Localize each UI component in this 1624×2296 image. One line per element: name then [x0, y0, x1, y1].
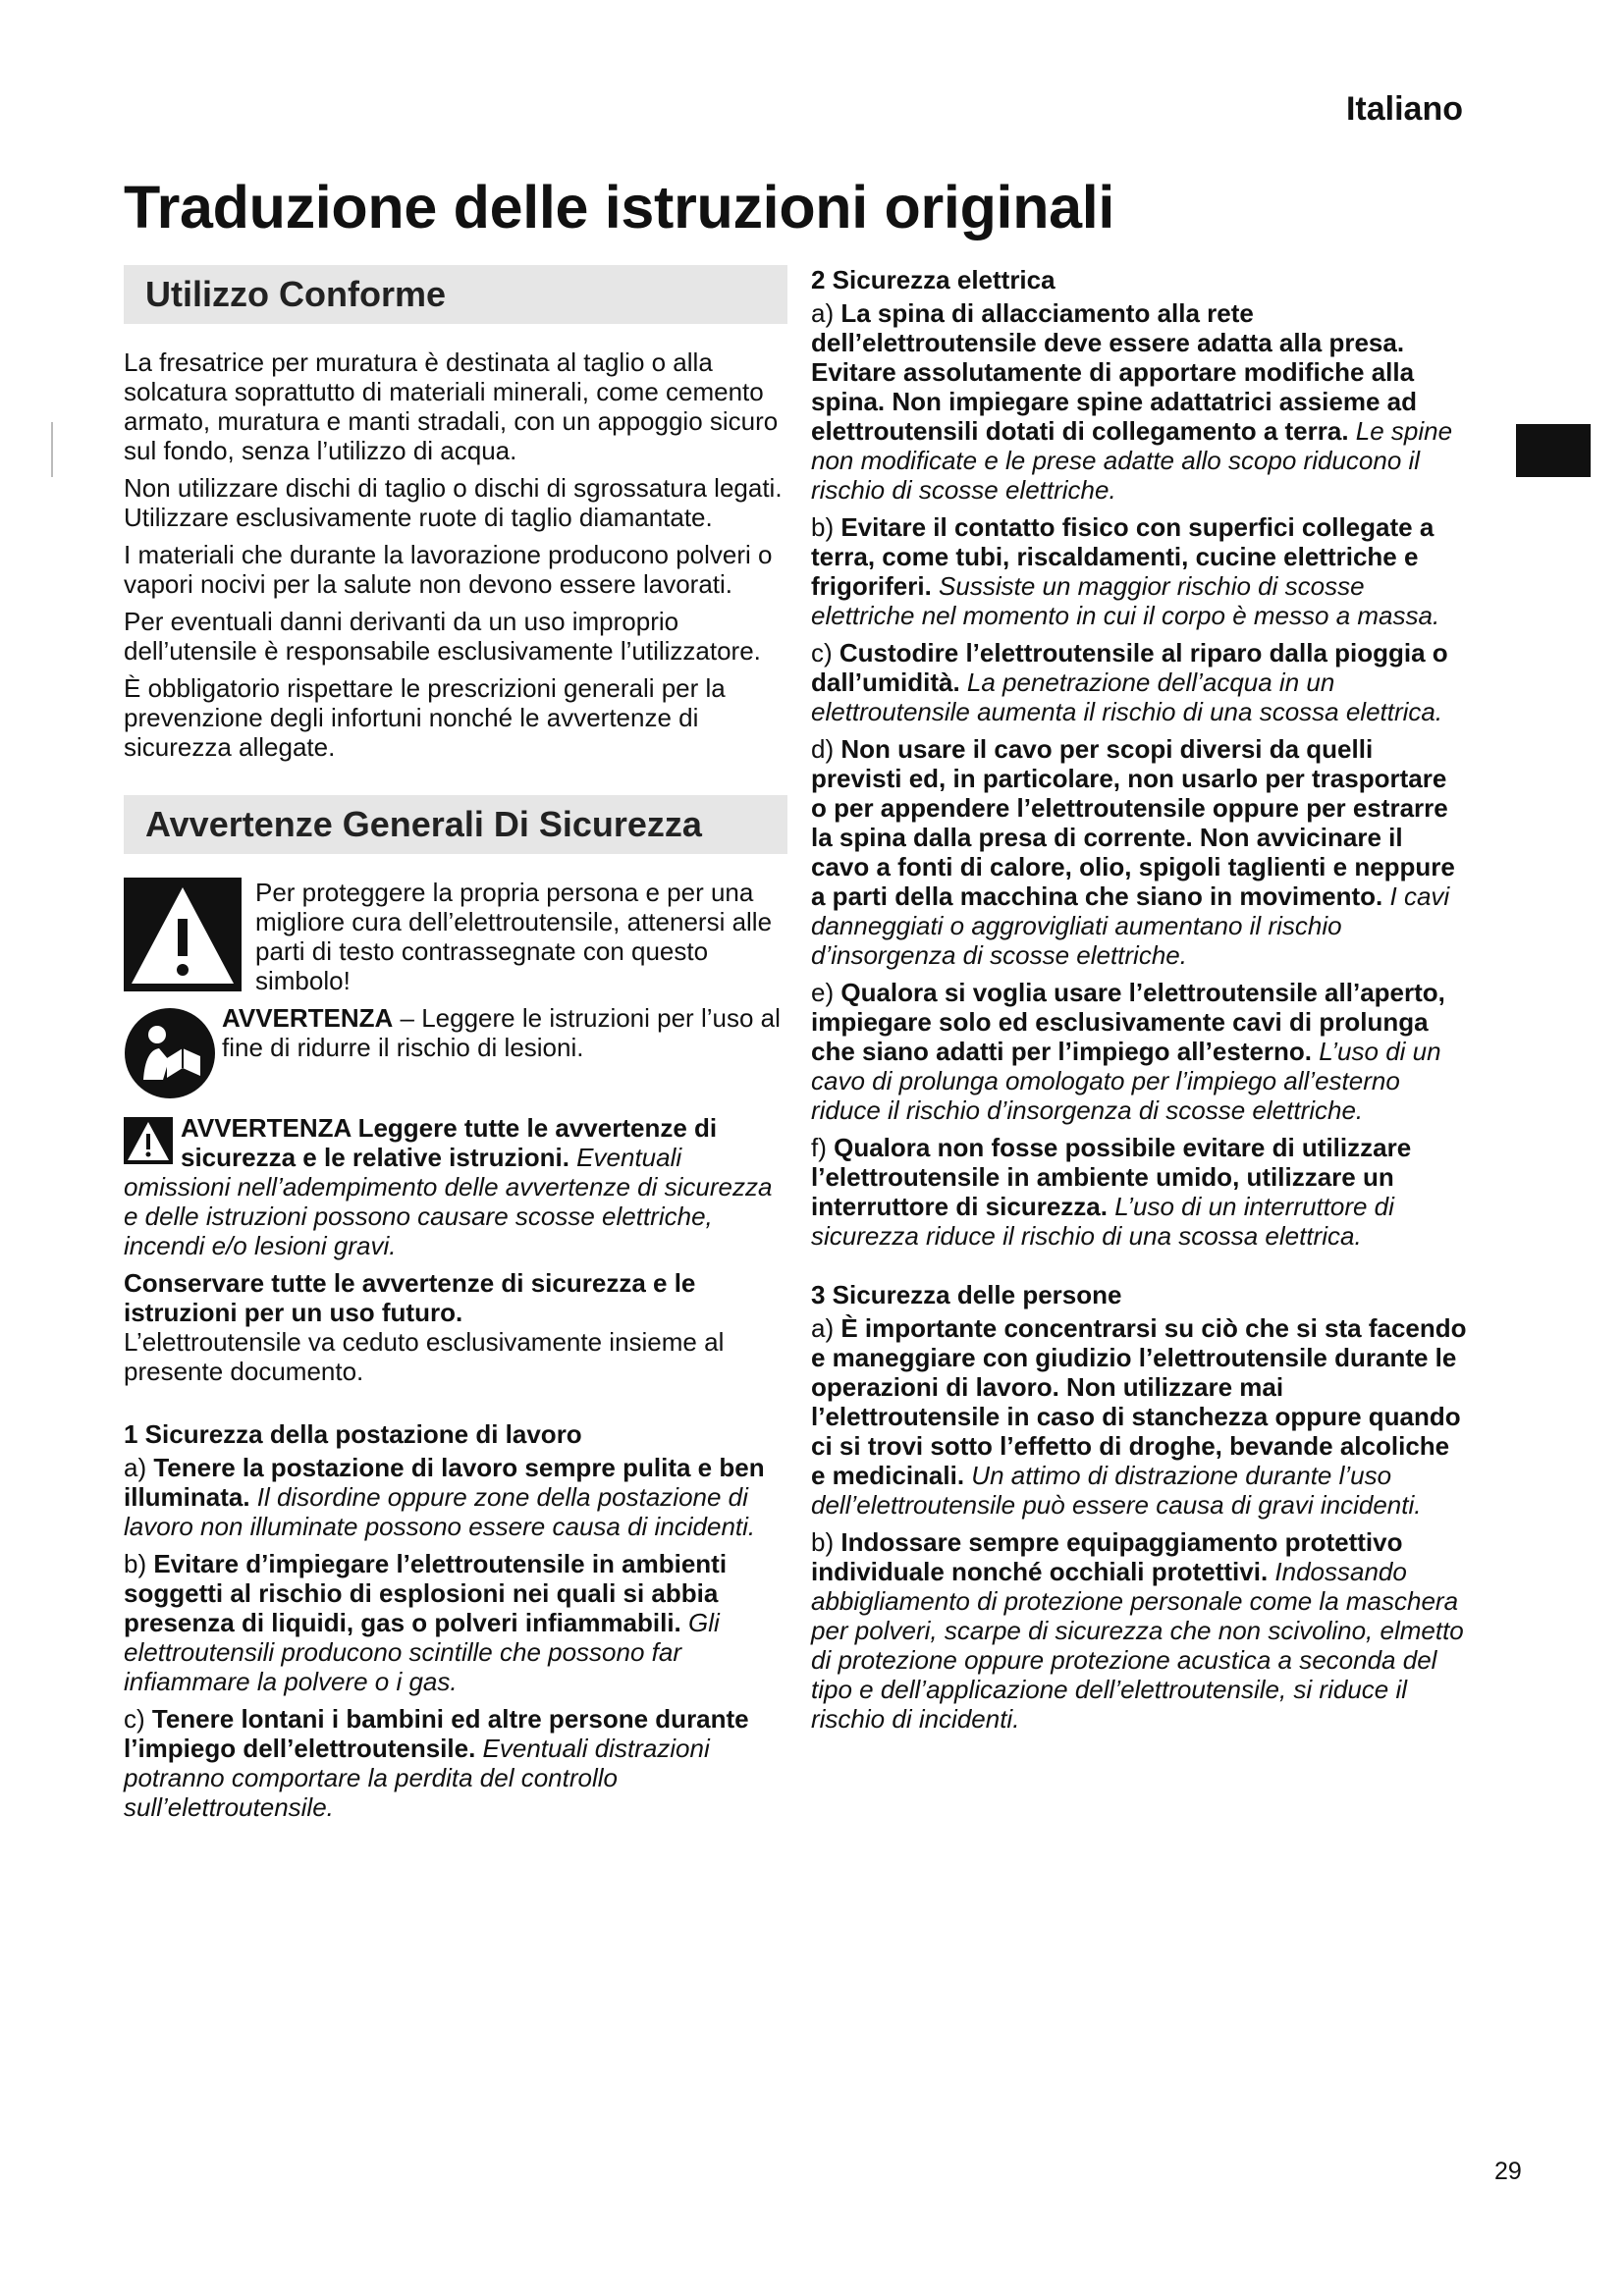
general-warning-italic: Eventuali omissioni nell’adempimento delle avvertenze di sicurezza e delle istruzioni possono causare scosse elettriche, incendi e/o lesioni gravi. [124, 1143, 773, 1260]
symbol-note-text: Per proteggere la propria persona e per una migliore cura dell’elettroutensile, attenersi alle parti di testo contrassegnate con questo simbolo! [255, 878, 773, 995]
list-item: c) Tenere lontani i bambini ed altre persone durante l’impiego dell’elettroutensile. Eventuali distrazioni potranno comportare la perdita del controllo sull’elettroutensile. [124, 1704, 749, 1822]
list-item: f) Qualora non fosse possibile evitare di utilizzare l’elettroutensile in ambiente umido, utilizzare un interruttore di sicurezza. L’uso di un interruttore di sicurezza riduce il rischio di una scossa elettrica. [811, 1133, 1412, 1251]
list-item: c) Custodire l’elettroutensile al riparo dalla pioggia o dall’umidità. La penetrazione dell’acqua in un elettroutensile aumenta il rischio di una scossa elettrica. [811, 638, 1448, 726]
subsection-heading-personal: 3 Sicurezza delle persone [811, 1280, 1122, 1309]
paragraph: I materiali che durante la lavorazione producono polveri o vapori nocivi per la salute non devono essere lavorati. [124, 540, 773, 599]
symbol-note-row [124, 878, 787, 995]
list-item: a) La spina di allacciamento alla rete dell’elettroutensile deve essere adatta alla presa. Evitare assolutamente di apportare modifiche alla spina. Non impiegare spine adattatrici assieme ad elettroutensili dotati di collegamento a terra. Le spine non modificate e le prese adatte allo scopo riducono il rischio di scosse elettriche. [811, 298, 1453, 505]
list-item: a) È importante concentrarsi su ciò che si sta facendo e maneggiare con giudizio l’elettroutensile durante le operazioni di lavoro. Non utilizzare mai l’elettroutensile in caso di stanchezza oppure quando ci si trovi sotto l’effetto di droghe, bevande alcoliche e medicinali. Un attimo di distrazione durante l’uso dell’elettroutensile può essere causa di gravi incidenti. [811, 1313, 1467, 1520]
margin-line [51, 422, 53, 477]
section-heading-general-safety: Avvertenze Generali Di Sicurezza [124, 795, 787, 854]
list-item: e) Qualora si voglia usare l’elettroutensile all’aperto, impiegare solo ed esclusivamente cavi di prolunga che siano adatti per l’impiego all’esterno. L’uso di un cavo di prolunga omologato per l’impiego all’esterno riduce il rischio d’insorgenza di scosse elettriche. [811, 978, 1445, 1125]
paragraph: È obbligatorio rispettare le prescrizioni generali per la prevenzione degli infortuni nonché le avvertenze di sicurezza allegate. [124, 673, 726, 762]
subsection-heading-workplace: 1 Sicurezza della postazione di lavoro [124, 1419, 582, 1449]
keep-instructions-text: L’elettroutensile va ceduto esclusivamente insieme al presente documento. [124, 1327, 725, 1386]
section-heading-intended-use: Utilizzo Conforme [124, 265, 787, 324]
general-warning-bold: AVVERTENZA Leggere tutte le avvertenze di sicurezza e le relative istruzioni. [181, 1113, 718, 1172]
keep-instructions [124, 1268, 787, 1386]
page-title: Traduzione delle istruzioni originali [124, 174, 1115, 240]
general-warning [124, 1113, 787, 1260]
warning-triangle-icon [124, 878, 242, 991]
read-manual-icon [124, 1007, 216, 1099]
paragraph: Per eventuali danni derivanti da un uso improprio dell’utensile è responsabile esclusivamente l’utilizzatore. [124, 607, 761, 666]
language-tab-marker [1516, 424, 1591, 477]
read-manual-row [124, 1003, 787, 1099]
language-label: Italiano [1345, 90, 1463, 128]
list-item: b) Indossare sempre equipaggiamento protettivo individuale nonché occhiali protettivi. Indossando abbigliamento di protezione personale come la maschera per polveri, scarpe di sicurezza che non scivolino, elmetto di protezione oppure protezione acustica a seconda del tipo e dell’applicazione dell’elettroutensile, si riduce il rischio di incidenti. [811, 1527, 1464, 1734]
read-manual-text [222, 1003, 787, 1062]
left-column [124, 265, 787, 1830]
list-item: b) Evitare il contatto fisico con superfici collegate a terra, come tubi, riscaldamenti, cucine elettriche e frigoriferi. Sussiste un maggior rischio di scosse elettriche nel momento in cui il corpo è messo a massa. [811, 512, 1440, 630]
keep-instructions-bold: Conservare tutte le avvertenze di sicurezza e le istruzioni per un uso futuro. [124, 1268, 696, 1327]
warning-keyword: AVVERTENZA [222, 1003, 394, 1033]
list-item: d) Non usare il cavo per scopi diversi da quelli previsti ed, in particolare, non usarlo per trasportare o per appendere l’elettroutensile oppure per estrarre la spina dalla presa di corrente. Non avvicinare il cavo a fonti di calore, olio, spigoli taglienti e neppure a parti della macchina che siano in movimento. I cavi danneggiati o aggrovigliati aumentano il rischio d’insorgenza di scosse elettriche. [811, 734, 1455, 970]
list-item: b) Evitare d’impiegare l’elettroutensile in ambienti soggetti al rischio di esplosioni nei quali si abbia presenza di liquidi, gas o polveri infiammabili. Gli elettroutensili producono scintille che possono far infiammare la polvere o i gas. [124, 1549, 728, 1696]
paragraph: Non utilizzare dischi di taglio o dischi di sgrossatura legati. Utilizzare esclusivamente ruote di taglio diamantate. [124, 473, 783, 532]
read-manual-instruction: – Leggere le istruzioni per l’uso al fine di ridurre il rischio di lesioni. [222, 1003, 781, 1062]
list-item: a) Tenere la postazione di lavoro sempre pulita e ben illuminata. Il disordine oppure zone della postazione di lavoro non illuminate possono essere causa di incidenti. [124, 1453, 765, 1541]
page-number: 29 [1494, 2158, 1522, 2185]
right-column [811, 265, 1467, 1741]
subsection-heading-electrical: 2 Sicurezza elettrica [811, 265, 1056, 294]
warning-triangle-small-icon [124, 1117, 173, 1164]
paragraph: La fresatrice per muratura è destinata al taglio o alla solcatura soprattutto di materiali minerali, come cemento armato, muratura e manti stradali, con un appoggio sicuro sul fondo, senza l’utilizzo di acqua. [124, 347, 779, 465]
